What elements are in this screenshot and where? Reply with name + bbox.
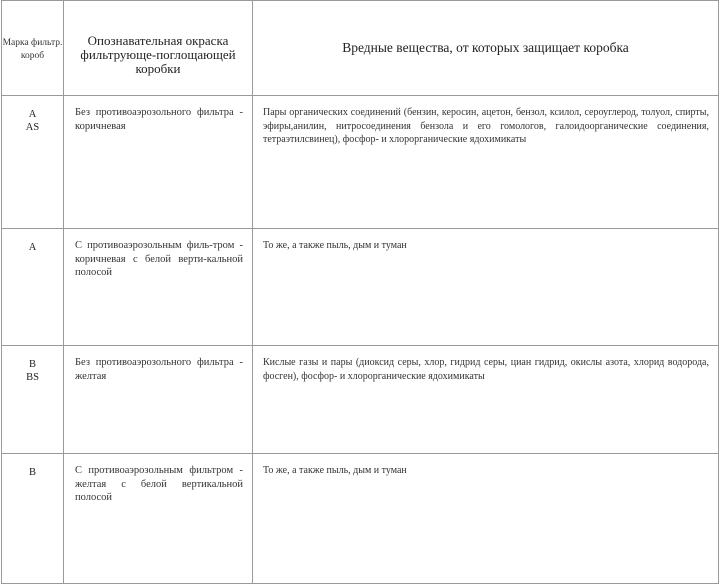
substances-cell: То же, а также пыль, дым и туман bbox=[253, 229, 719, 346]
filter-box-table bbox=[1, 0, 719, 584]
mark-secondary: ВЅ bbox=[26, 372, 39, 383]
mark-primary: А bbox=[28, 109, 37, 120]
substances-cell: Кислые газы и пары (диоксид серы, хлор, гидрид серы, циан гидрид, окислы азота, хлорид водорода, фосген), фосфор- и хлорорганические ядохимикаты bbox=[253, 346, 719, 454]
header-substances: Вредные вещества, от которых защищает коробка bbox=[253, 1, 719, 96]
color-cell: Без противоаэрозольного фильтра - желтая bbox=[64, 346, 253, 454]
table-row bbox=[2, 454, 719, 584]
mark-primary: В bbox=[28, 359, 36, 370]
mark-secondary: АЅ bbox=[25, 122, 40, 133]
substances-cell: Пары органических соединений (бензин, керосин, ацетон, бензол, ксилол, сероуглерод, толуол, спирты, эфиры,анилин, нитросоединения бензола и его гомологов, галоидоорганические соединения, тетраэтилсвинец), фосфор- и хлорорганические ядохимикаты bbox=[253, 96, 719, 229]
color-cell: Без противоаэрозольного фильтра - коричневая bbox=[64, 96, 253, 229]
mark-cell bbox=[2, 454, 64, 584]
table-row bbox=[2, 96, 719, 229]
table-header-row bbox=[2, 1, 719, 96]
mark-primary: А bbox=[28, 242, 37, 253]
substances-cell: То же, а также пыль, дым и туман bbox=[253, 454, 719, 584]
table-row bbox=[2, 346, 719, 454]
mark-cell bbox=[2, 96, 64, 229]
header-mark: Марка фильтр. короб bbox=[2, 1, 64, 96]
color-cell: С противоаэрозольным фильтром - желтая с белой вертикальной полосой bbox=[64, 454, 253, 584]
mark-primary: В bbox=[28, 467, 36, 478]
color-cell: С противоаэрозольным филь-тром - коричневая с белой верти-кальной полосой bbox=[64, 229, 253, 346]
header-color: Опознавательная окраска фильтрующе-поглощающей коробки bbox=[64, 1, 253, 96]
mark-cell bbox=[2, 346, 64, 454]
table-row bbox=[2, 229, 719, 346]
mark-cell bbox=[2, 229, 64, 346]
